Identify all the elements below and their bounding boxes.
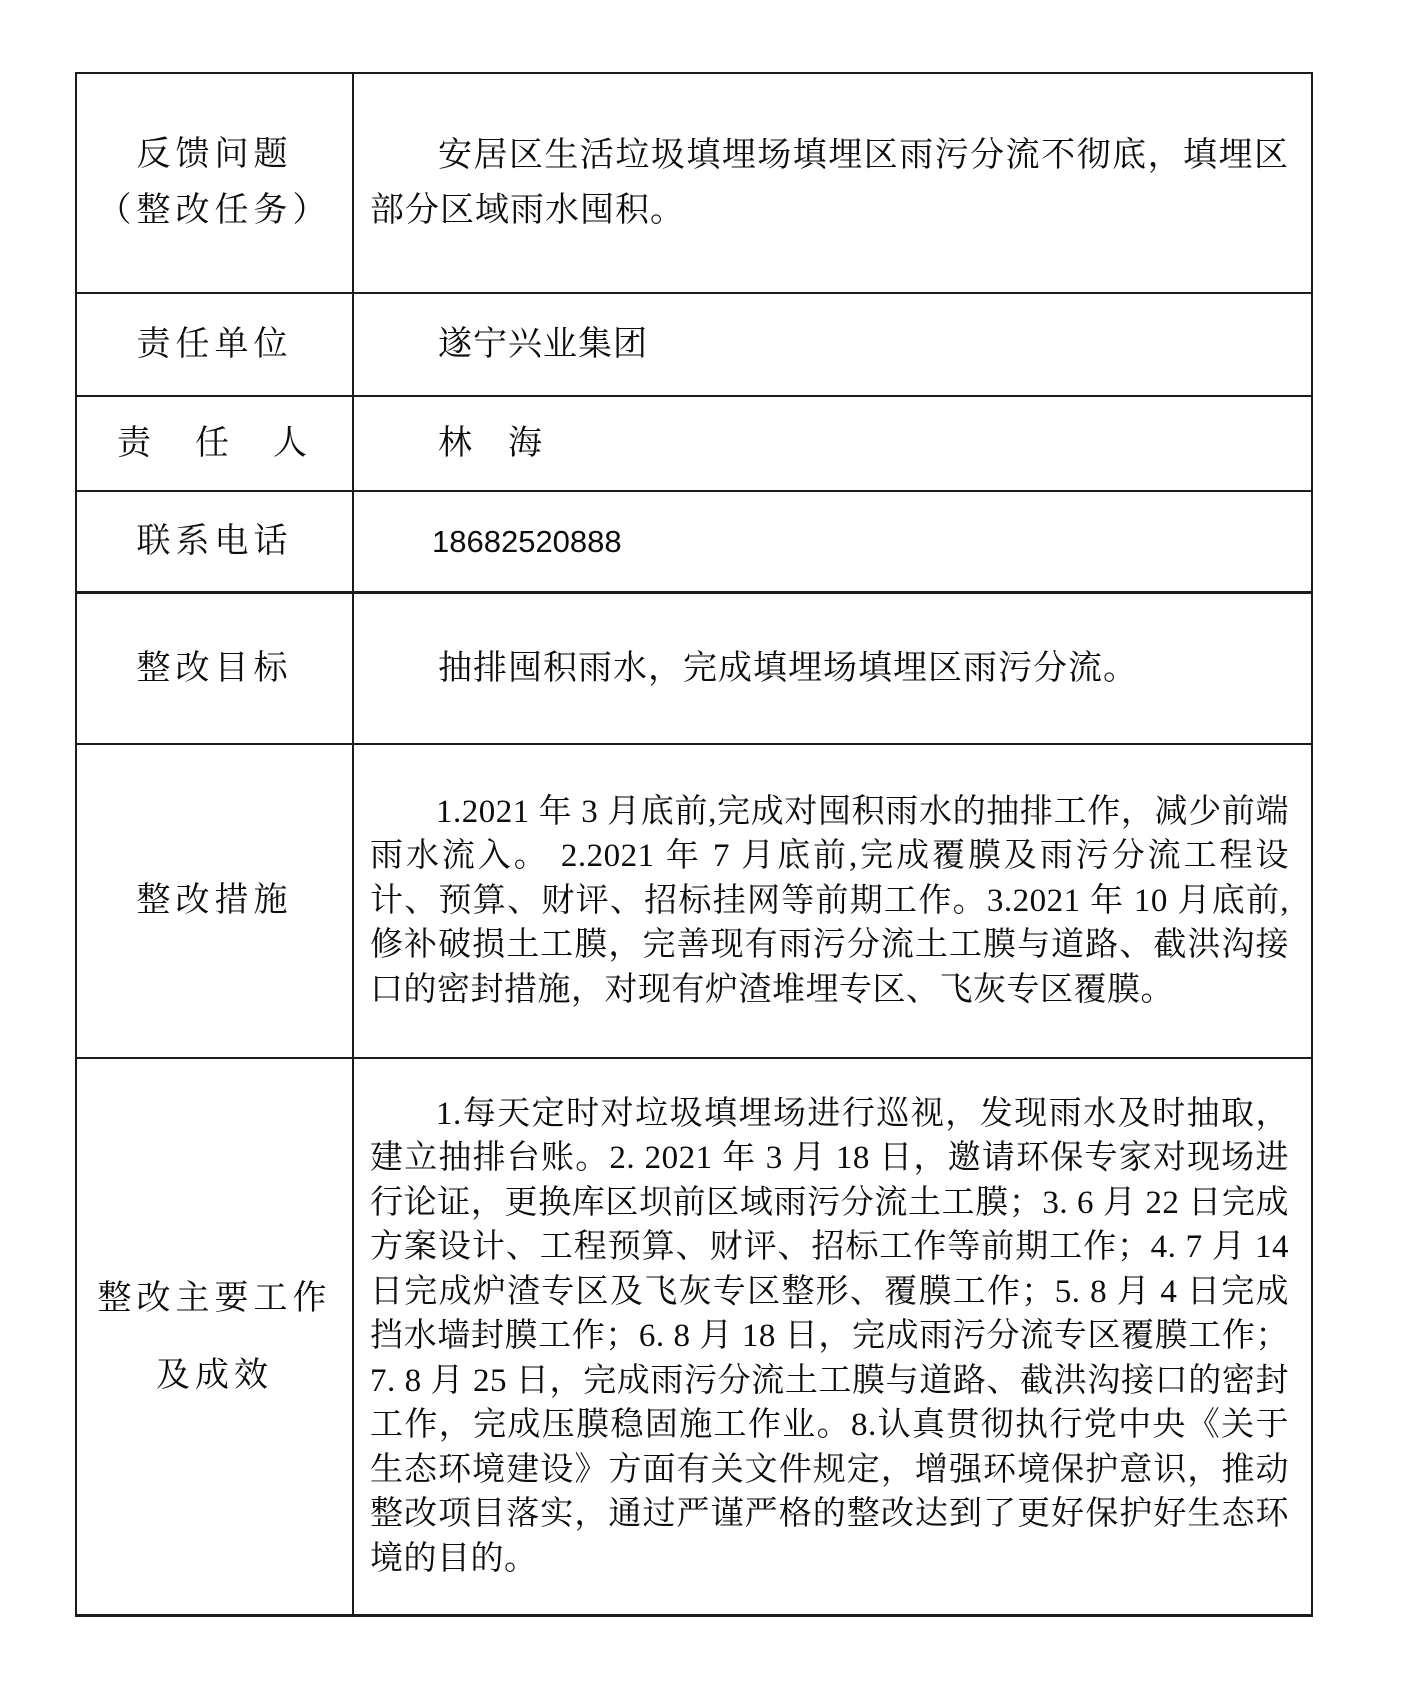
label-line: 及成效 bbox=[156, 1356, 273, 1394]
label-line: 联系电话 bbox=[136, 522, 293, 560]
rectification-goal-text: 抽排囤积雨水，完成填埋场填埋区雨污分流。 bbox=[438, 650, 1138, 687]
table-row-responsible-person bbox=[77, 397, 1311, 492]
label-line: 反馈问题 bbox=[136, 136, 293, 173]
label-line: 责任单位 bbox=[136, 325, 293, 363]
table-row-contact-phone bbox=[77, 492, 1311, 594]
row-label-rectification-goal bbox=[77, 594, 354, 743]
feedback-problem-text: 安居区生活垃圾填埋场填埋区雨污分流不彻底，填埋区部分区域雨水囤积。 bbox=[370, 137, 1289, 229]
label-line: 整改目标 bbox=[136, 649, 293, 687]
table-row-feedback-problem bbox=[77, 74, 1311, 294]
table-row-main-work-and-results bbox=[77, 1059, 1311, 1614]
row-content-feedback-problem bbox=[354, 74, 1311, 292]
row-content-responsible-unit bbox=[354, 294, 1311, 395]
row-content-main-work-and-results bbox=[354, 1059, 1311, 1614]
row-content-responsible-person bbox=[354, 397, 1311, 490]
row-label-feedback-problem bbox=[77, 74, 354, 292]
row-label-contact-phone bbox=[77, 492, 354, 591]
rectification-measures-text: 1.2021 年 3 月底前,完成对囤积雨水的抽排工作，减少前端雨水流入。 2.2021 年 7 月底前,完成覆膜及雨污分流工程设计、预算、财评、招标挂网等前期工作。3.2021 年 10 月底前,修补破损土工膜，完善现有雨污分流土工膜与道路、截洪沟接口的密封措施，对现有炉渣堆埋专区、飞灰专区覆膜。 bbox=[370, 793, 1289, 1008]
row-label-main-work-and-results bbox=[77, 1059, 354, 1614]
responsible-unit-text: 遂宁兴业集团 bbox=[438, 326, 648, 363]
main-work-and-results-text: 1.每天定时对垃圾填埋场进行巡视，发现雨水及时抽取，建立抽排台账。2. 2021 年 3 月 18 日，邀请环保专家对现场进行论证，更换库区坝前区域雨污分流土工膜；3. 6 月 22 日完成方案设计、工程预算、财评、招标工作等前期工作；4. 7 月 14 日完成炉渣专区及飞灰专区整形、覆膜工作；5. 8 月 4 日完成挡水墙封膜工作；6. 8 月 18 日，完成雨污分流专区覆膜工作；7. 8 月 25 日，完成雨污分流土工膜与道路、截洪沟接口的密封工作，完成压膜稳固施工作业。8.认真贯彻执行党中央《关于生态环境建设》方面有关文件规定，增强环境保护意识，推动整改项目落实，通过严谨严格的整改达到了更好保护好生态环境的目的。 bbox=[370, 1095, 1290, 1577]
label-line: 整改措施 bbox=[136, 882, 293, 919]
label-line: 责 任 人 bbox=[117, 424, 312, 462]
label-line: （整改任务） bbox=[97, 192, 332, 229]
row-content-rectification-goal bbox=[354, 594, 1311, 743]
row-label-responsible-unit bbox=[77, 294, 354, 395]
table-row-rectification-measures bbox=[77, 745, 1311, 1059]
row-label-rectification-measures bbox=[77, 745, 354, 1057]
table-row-rectification-goal bbox=[77, 594, 1311, 745]
row-content-contact-phone bbox=[354, 492, 1311, 591]
contact-phone-text: 18682520888 bbox=[432, 524, 622, 559]
row-content-rectification-measures bbox=[354, 745, 1311, 1057]
label-line: 整改主要工作 bbox=[97, 1279, 332, 1317]
rectification-table bbox=[75, 72, 1313, 1617]
row-label-responsible-person bbox=[77, 397, 354, 490]
responsible-person-text: 林 海 bbox=[438, 425, 543, 462]
table-row-responsible-unit bbox=[77, 294, 1311, 397]
